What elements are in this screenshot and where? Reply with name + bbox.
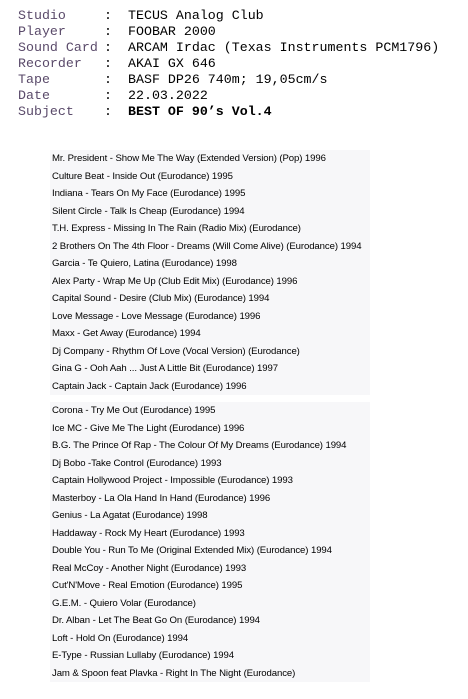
track-item: Double You - Run To Me (Original Extended Mix) (Eurodance) 1994 <box>52 545 332 556</box>
track-item: Capital Sound - Desire (Club Mix) (Eurodance) 1994 <box>52 293 270 304</box>
track-item: G.E.M. - Quiero Volar (Eurodance) <box>52 597 196 609</box>
info-row <box>18 104 439 120</box>
info-separator: : <box>104 24 112 39</box>
recording-info <box>18 8 439 120</box>
track-item: Dj Bobo -Take Control (Eurodance) 1993 <box>52 457 222 469</box>
track-item: B.G. The Prince Of Rap - The Colour Of My Dreams (Eurodance) 1994 <box>52 440 347 451</box>
info-key: Sound Card <box>18 40 98 55</box>
track-item: Haddaway - Rock My Heart (Eurodance) 1993 <box>52 527 245 539</box>
info-value: 22.03.2022 <box>128 88 208 103</box>
track-item: Real McCoy - Another Night (Eurodance) 1993 <box>52 562 247 574</box>
info-separator: : <box>104 72 112 87</box>
info-value: BASF DP26 740m; 19,05cm/s <box>128 72 328 87</box>
info-value: TECUS Analog Club <box>128 8 264 23</box>
info-separator: : <box>104 8 112 23</box>
track-item: T.H. Express - Missing In The Rain (Radio Mix) (Eurodance) <box>52 223 301 234</box>
info-row <box>18 88 439 104</box>
info-key: Recorder <box>18 56 82 71</box>
info-key: Studio <box>18 8 66 23</box>
track-item: Cut'N'Move - Real Emotion (Eurodance) 1995 <box>52 580 243 591</box>
info-value: AKAI GX 646 <box>128 56 216 71</box>
track-item: Captain Hollywood Project - Impossible (Eurodance) 1993 <box>52 475 293 486</box>
track-item: Indiana - Tears On My Face (Eurodance) 1995 <box>52 188 246 199</box>
track-item: Silent Circle - Talk Is Cheap (Eurodance) 1994 <box>52 205 245 217</box>
track-item: Genius - La Agatat (Eurodance) 1998 <box>52 510 208 521</box>
info-key: Date <box>18 88 50 103</box>
tracklist-side-a <box>50 150 370 395</box>
info-separator: : <box>104 88 112 103</box>
track-item: Dr. Alban - Let The Beat Go On (Eurodance) 1994 <box>52 615 260 626</box>
track-item: Ice MC - Give Me The Light (Eurodance) 1996 <box>52 422 245 434</box>
track-item: Captain Jack - Captain Jack (Eurodance) 1996 <box>52 380 247 392</box>
track-item: Love Message - Love Message (Eurodance) 1996 <box>52 310 261 322</box>
info-row <box>18 72 439 88</box>
info-separator: : <box>104 56 112 71</box>
info-value: FOOBAR 2000 <box>128 24 216 39</box>
info-key: Player <box>18 24 66 39</box>
info-separator: : <box>104 104 112 119</box>
track-item: Corona - Try Me Out (Eurodance) 1995 <box>52 405 216 416</box>
info-row <box>18 40 439 56</box>
track-item: Masterboy - La Ola Hand In Hand (Eurodance) 1996 <box>52 492 271 504</box>
track-item: Culture Beat - Inside Out (Eurodance) 1995 <box>52 170 233 182</box>
track-item: Maxx - Get Away (Eurodance) 1994 <box>52 328 201 339</box>
track-item: Garcia - Te Quiero, Latina (Eurodance) 1998 <box>52 258 237 269</box>
info-separator: : <box>104 40 112 55</box>
track-item: Loft - Hold On (Eurodance) 1994 <box>52 632 189 644</box>
track-item: 2 Brothers On The 4th Floor - Dreams (Will Come Alive) (Eurodance) 1994 <box>52 240 362 252</box>
info-row <box>18 8 439 24</box>
track-item: Mr. President - Show Me The Way (Extended Version) (Pop) 1996 <box>52 153 326 164</box>
track-item: Jam & Spoon feat Plavka - Right In The Night (Eurodance) <box>52 667 296 679</box>
track-item: Dj Company - Rhythm Of Love (Vocal Version) (Eurodance) <box>52 345 300 357</box>
tracklist-side-b <box>50 402 370 682</box>
track-item: Gina G - Ooh Aah ... Just A Little Bit (Eurodance) 1997 <box>52 363 278 374</box>
info-value: ARCAM Irdac (Texas Instruments PCM1796) <box>128 40 440 55</box>
info-key: Subject <box>18 104 74 119</box>
track-item: E-Type - Russian Lullaby (Eurodance) 1994 <box>52 650 235 661</box>
info-row <box>18 56 439 72</box>
info-row <box>18 24 439 40</box>
info-key: Tape <box>18 72 50 87</box>
track-item: Alex Party - Wrap Me Up (Club Edit Mix) (Eurodance) 1996 <box>52 275 298 287</box>
info-value: BEST OF 90’s Vol.4 <box>128 104 272 119</box>
